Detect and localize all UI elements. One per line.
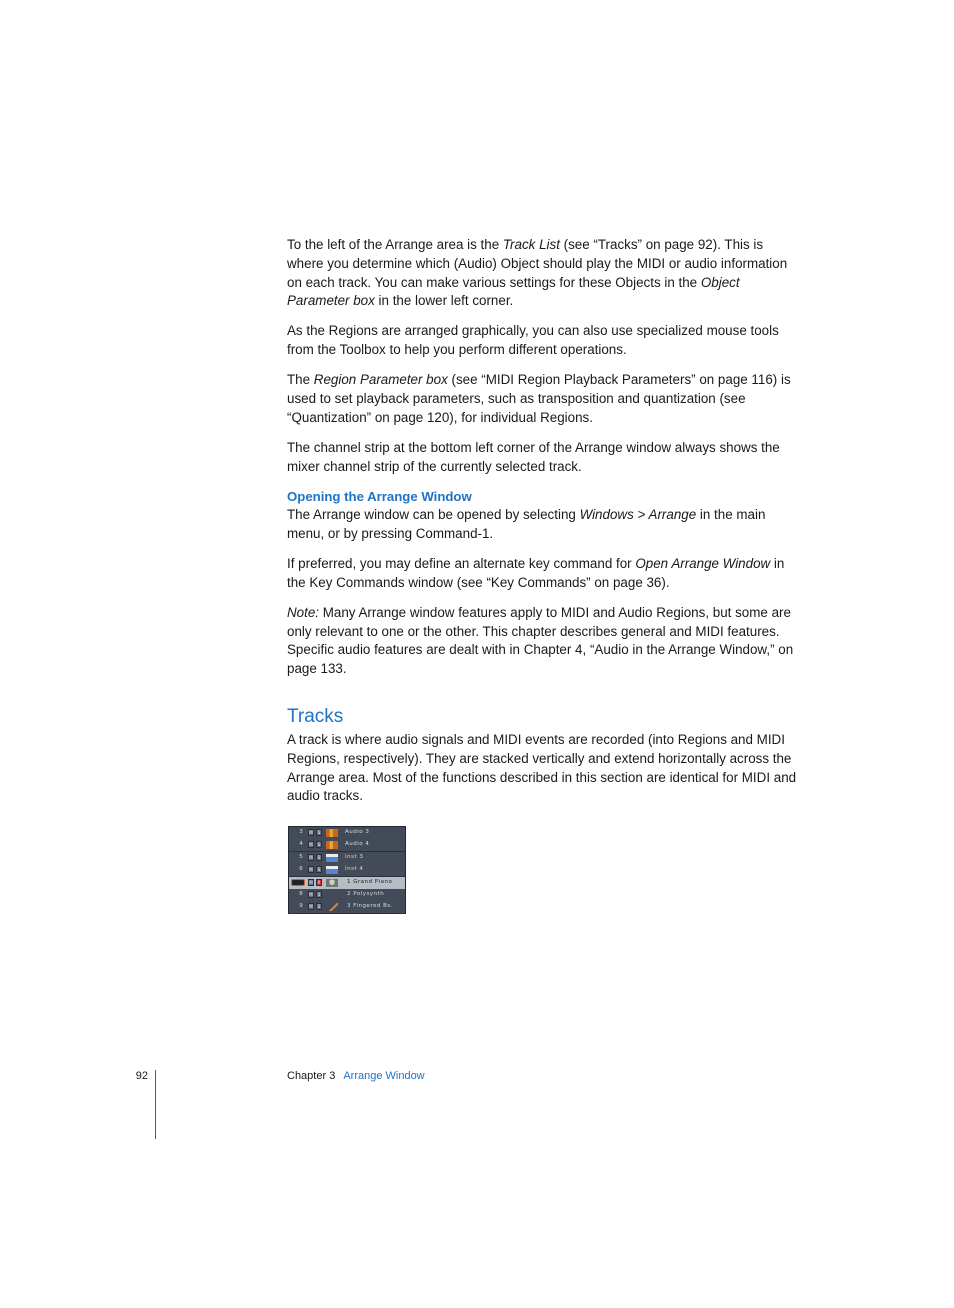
mute-button[interactable]: M <box>309 842 313 848</box>
text-run: in the main menu, or by pressing Command-1. <box>287 507 766 542</box>
track-name: Inst 4 <box>345 866 364 873</box>
track-name: 2 Polysynth <box>347 891 385 897</box>
term-region-parameter-box: Region Parameter box <box>313 372 448 388</box>
paragraph-note <box>287 604 799 679</box>
text-run: Many Arrange window features apply to MIDI and Audio Regions, but some are only relevant to one or the other. This chapter describes general and MIDI features. Specific audio features are dealt with in Chapter 4, “Audio in the Arrange Window,” on page 133. <box>287 604 794 677</box>
mute-button[interactable]: M <box>309 892 313 897</box>
footer-chapter <box>287 1070 425 1082</box>
text-run: The <box>287 372 314 388</box>
footer-rule <box>155 1070 156 1139</box>
audio-icon <box>326 841 338 849</box>
track-row[interactable] <box>289 839 405 852</box>
track-row[interactable] <box>289 864 405 877</box>
term-track-list: Track List <box>502 237 560 252</box>
track-row[interactable] <box>289 827 405 840</box>
instrument-icon <box>326 854 338 862</box>
solo-button[interactable]: S <box>317 867 321 873</box>
section-heading: Tracks <box>287 706 344 727</box>
text-run: To the left of the Arrange area is the <box>287 237 503 252</box>
mute-button[interactable]: M <box>309 830 313 835</box>
text-run: in the lower left corner. <box>374 293 514 309</box>
term-open-arrange-window: Open Arrange Window <box>635 556 771 572</box>
track-number: 4 <box>299 841 303 848</box>
note-label: Note: <box>287 604 320 620</box>
solo-button[interactable]: S <box>317 904 321 910</box>
chapter-title: Arrange Window <box>343 1070 425 1082</box>
track-number: 3 <box>299 829 303 835</box>
track-number: 8 <box>299 891 303 897</box>
subheading: Opening the Arrange Window <box>287 488 472 504</box>
paragraph-open-window <box>287 506 799 544</box>
paragraph-track-list <box>287 236 799 311</box>
menu-path: Windows > Arrange <box>579 507 697 523</box>
synth-icon <box>326 891 338 899</box>
track-row[interactable] <box>289 852 405 865</box>
track-name: Audio 3 <box>345 829 370 835</box>
text-run: If preferred, you may define an alternate key command for <box>287 556 636 572</box>
piano-icon <box>326 879 338 887</box>
mute-button[interactable]: M <box>309 879 313 885</box>
paragraph-region-parameter <box>287 371 799 427</box>
text-run: The Arrange window can be opened by selecting <box>287 507 580 523</box>
solo-button[interactable]: S <box>317 892 321 897</box>
track-name: Inst 3 <box>345 853 364 860</box>
text-run: in the Key Commands window (see “Key Commands” on page 36). <box>287 556 785 590</box>
track-row[interactable] <box>289 889 405 902</box>
track-row[interactable] <box>289 877 405 890</box>
track-list-image <box>288 826 406 914</box>
mute-button[interactable]: M <box>309 854 313 860</box>
track-row[interactable] <box>289 901 405 914</box>
bass-icon <box>326 903 338 911</box>
audio-icon <box>326 829 338 837</box>
record-enable-indicator[interactable] <box>291 879 305 886</box>
paragraph-regions: As the Regions are arranged graphically, you can also use specialized mouse tools from the Toolbox to help you perform different operations. <box>287 323 779 358</box>
track-name: Audio 4 <box>345 841 370 848</box>
page-number: 92 <box>135 1070 148 1082</box>
instrument-icon <box>326 866 338 874</box>
track-name: 3 Fingered Bs. <box>347 903 394 910</box>
section-body: A track is where audio signals and MIDI events are recorded (into Regions and MIDI Regions, respectively). They are stacked vertically and extend horizontally across the Arrange area. Most of the functions described in this section are identical for MIDI and audio tracks. <box>287 732 797 804</box>
track-number: 6 <box>299 866 303 873</box>
chapter-label: Chapter 3 <box>287 1070 336 1082</box>
paragraph-key-command <box>287 555 799 593</box>
solo-button[interactable]: S <box>317 842 321 848</box>
mute-button[interactable]: M <box>309 904 313 910</box>
body-text <box>287 236 799 690</box>
term-object-parameter-box: Object Parameter box <box>287 274 740 309</box>
mute-button[interactable]: M <box>309 867 313 873</box>
solo-button[interactable]: S <box>317 854 321 860</box>
text-run: (see “Tracks” on page 92). This is where you determine which (Audio) Object should play the MIDI or audio information on each track. You can make various settings for these Objects in the <box>287 237 788 290</box>
record-button[interactable]: R <box>317 879 321 885</box>
solo-button[interactable]: S <box>317 830 321 835</box>
track-number: 9 <box>299 903 303 910</box>
track-number: 5 <box>299 853 303 860</box>
paragraph-channel-strip: The channel strip at the bottom left corner of the Arrange window always shows the mixer channel strip of the currently selected track. <box>287 439 780 474</box>
text-run: (see “MIDI Region Playback Parameters” on page 116) is used to set playback parameters, such as transposition and quantization (see “Quantization” on page 120), for individual Regions. <box>287 372 791 425</box>
track-name: 1 Grand Piano <box>347 878 393 885</box>
